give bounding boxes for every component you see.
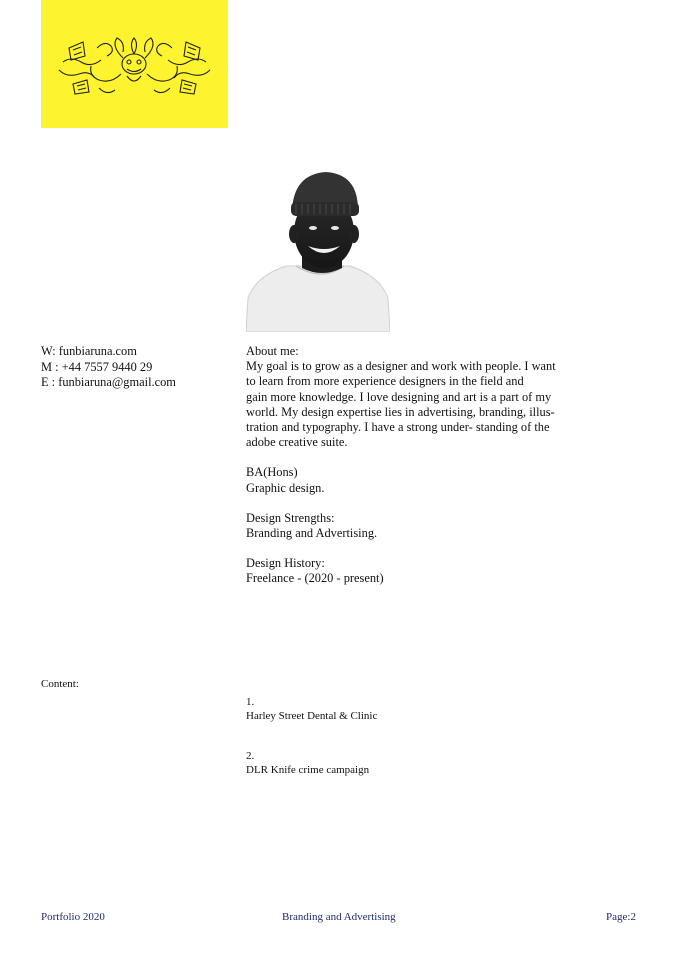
about-heading: About me: xyxy=(246,344,299,358)
contact-info xyxy=(41,344,176,391)
about-line: My goal is to grow as a designer and work with people. I want xyxy=(246,359,556,374)
ornamental-crest-icon xyxy=(41,0,228,128)
content-item-title: Harley Street Dental & Clinic xyxy=(246,710,378,722)
about-block xyxy=(246,344,558,450)
logo-box xyxy=(41,0,228,128)
about-line: adobe creative suite. xyxy=(246,435,348,450)
footer-portfolio: Portfolio 2020 xyxy=(41,911,105,923)
list-item[interactable] xyxy=(246,695,377,723)
about-line: to learn from more experience designers in the field and xyxy=(246,374,524,389)
history-text: Freelance - (2020 - present) xyxy=(246,571,384,586)
degree-subject: Graphic design. xyxy=(246,480,325,495)
portrait-photo xyxy=(246,170,390,332)
strengths-block xyxy=(246,511,558,541)
strengths-heading: Design Strengths: xyxy=(246,510,335,525)
history-heading: Design History: xyxy=(246,556,325,571)
contact-website[interactable]: W: funbiaruna.com xyxy=(41,344,137,358)
content-item-number: 2. xyxy=(246,750,255,762)
about-line: world. My design expertise lies in advertising, branding, illus- xyxy=(246,404,555,419)
degree-title: BA(Hons) xyxy=(246,465,298,480)
about-line: gain more knowledge. I love designing and art is a part of my xyxy=(246,389,552,404)
degree-block xyxy=(246,465,558,495)
history-block xyxy=(246,556,558,586)
strengths-text: Branding and Advertising. xyxy=(246,526,378,541)
content-item-title: DLR Knife crime campaign xyxy=(246,764,370,776)
footer-section-title: Branding and Advertising xyxy=(282,911,396,923)
content-label: Content: xyxy=(41,678,79,690)
contact-mobile: M : +44 7557 9440 29 xyxy=(41,359,153,374)
list-item[interactable] xyxy=(246,749,377,777)
content-item-number: 1. xyxy=(246,696,255,708)
contact-email[interactable]: E : funbiaruna@gmail.com xyxy=(41,375,176,389)
content-list xyxy=(246,695,377,803)
about-line: tration and typography. I have a strong under- standing of the xyxy=(246,420,550,435)
footer-page-number: Page:2 xyxy=(606,911,636,923)
about-section xyxy=(246,344,558,602)
